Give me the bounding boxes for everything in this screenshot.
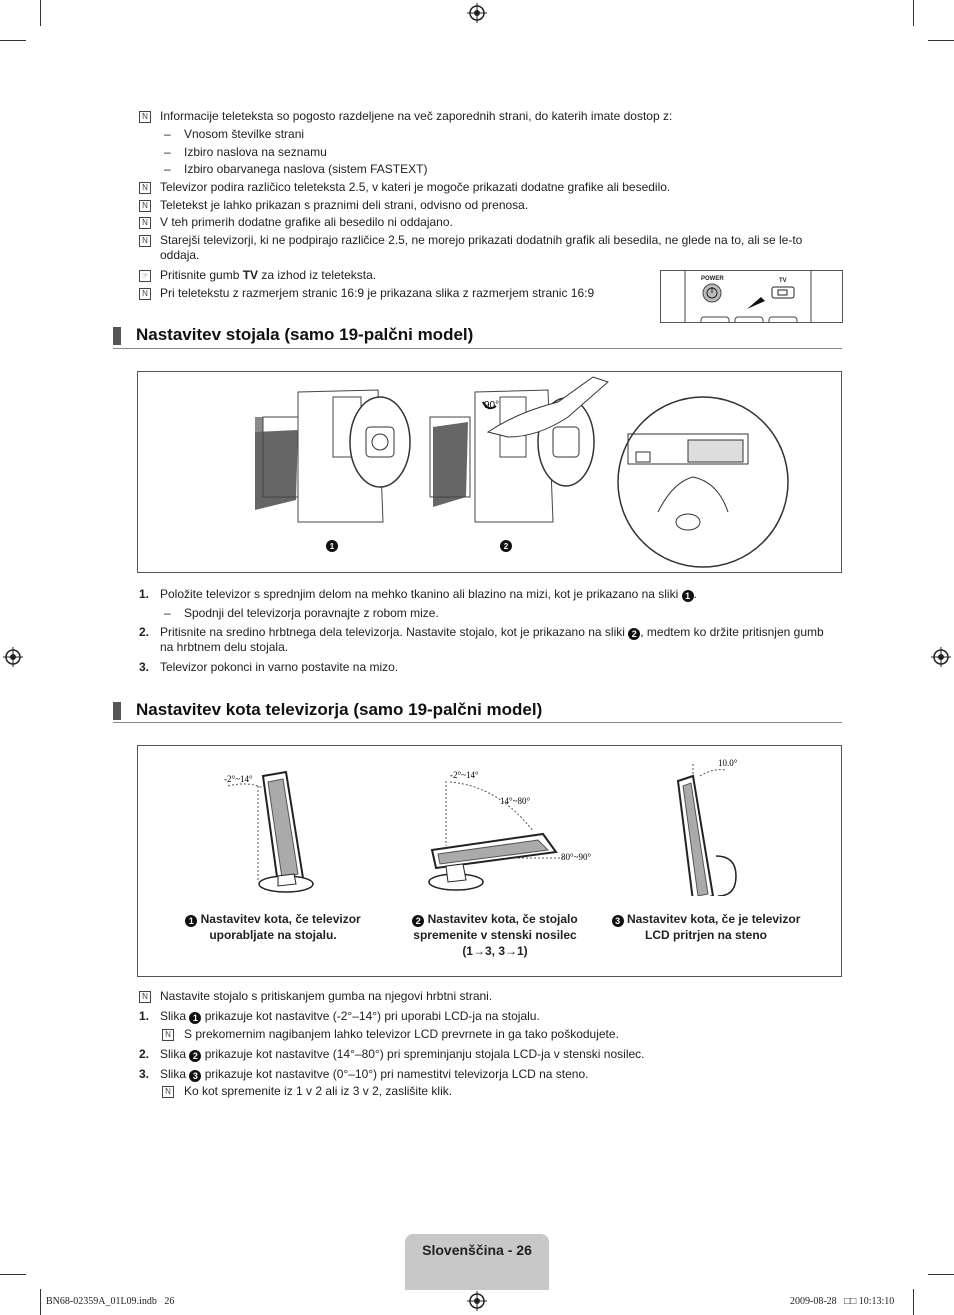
note-icon bbox=[139, 991, 151, 1003]
fig2-cap-line3: (1→3, 3→1) bbox=[462, 944, 528, 958]
section1-title: Nastavitev stojala (samo 19-palčni model) bbox=[136, 325, 474, 344]
teletext-sub-1: Vnosom številke strani bbox=[184, 127, 305, 141]
press-post: za izhod iz teleteksta. bbox=[258, 268, 377, 282]
item-3-subnote: Ko kot spremenite iz 1 v 2 ali iz 3 v 2, zaslišite klik. bbox=[184, 1084, 453, 1098]
angle-note: Nastavite stojalo s pritiskanjem gumba na njegovi hrbtni strani. bbox=[160, 989, 493, 1003]
item-number: 2. bbox=[139, 1047, 150, 1061]
fig2-cap-line2: spremenite v stenski nosilec bbox=[413, 928, 577, 942]
registration-mark-left bbox=[3, 647, 23, 667]
press-pre: Pritisnite gumb bbox=[160, 268, 243, 282]
registration-mark-bottom bbox=[467, 1291, 487, 1311]
item-3-text bbox=[160, 1067, 588, 1082]
fig1-angle-label: -2°~14° bbox=[224, 774, 253, 784]
note-icon bbox=[139, 182, 151, 194]
step-2-after: , medtem ko držite pritisnjen gumb bbox=[640, 625, 824, 639]
fig-ref-2: 2 bbox=[628, 628, 640, 640]
step-1-sub: Spodnji del televizorja poravnajte z robom mize. bbox=[184, 606, 439, 620]
step-2-line2: na hrbtnem delu stojala. bbox=[160, 640, 289, 654]
section-bar bbox=[113, 327, 121, 345]
teletext-note-4-cont: oddaja. bbox=[160, 248, 200, 262]
footer-file: BN68-02359A_01L09.indb 26 bbox=[46, 1296, 175, 1307]
fig2-angle-a: -2°~14° bbox=[450, 770, 479, 780]
fig1-num: 1 bbox=[185, 915, 197, 927]
fig2-angle-b: 14°~80° bbox=[500, 796, 531, 806]
press-bold: TV bbox=[242, 268, 259, 282]
item-number: 1. bbox=[139, 1009, 150, 1023]
item-3-ref: 3 bbox=[189, 1070, 201, 1082]
fig-label-1: 1 bbox=[329, 542, 335, 551]
step-2-text bbox=[160, 625, 824, 640]
note-icon bbox=[139, 235, 151, 247]
stand-figure bbox=[138, 372, 841, 572]
tv-label: TV bbox=[779, 278, 787, 284]
item-3-pre: Slika bbox=[160, 1067, 187, 1081]
hand-pointer-icon bbox=[139, 270, 151, 282]
angle-90-label: 90° bbox=[484, 400, 500, 411]
section-divider bbox=[113, 348, 842, 349]
teletext-note-4: Starejši televizorji, ki ne podpirajo različice 2.5, ne morejo prikazati dodatnih grafik ali besedila, ne glede na to, ali se le-to bbox=[160, 233, 803, 247]
section-bar bbox=[113, 702, 121, 720]
fig3-cap-line2: LCD pritrjen na steno bbox=[644, 928, 767, 942]
note-icon bbox=[162, 1086, 174, 1098]
angle-figures bbox=[138, 746, 841, 896]
item-2-pre: Slika bbox=[160, 1047, 187, 1061]
teletext-note-1: Televizor podira različico teleteksta 2.5, v kateri je mogoče prikazati dodatne grafike ali besedilo. bbox=[160, 180, 671, 194]
angle-figure-box bbox=[137, 745, 842, 977]
fig-label-2: 2 bbox=[503, 542, 509, 551]
note-icon bbox=[139, 217, 151, 229]
dash: – bbox=[164, 606, 171, 620]
note-icon bbox=[162, 1029, 174, 1041]
fig2-cap-line1: Nastavitev kota, če stojalo bbox=[427, 912, 578, 926]
fig3-angle-label: 10.0° bbox=[718, 758, 738, 768]
step-1-text bbox=[160, 587, 697, 602]
footer-date: 2009-08-28 □□ 10:13:10 bbox=[790, 1296, 895, 1307]
item-1-main: prikazuje kot nastavitve (-2°–14°) pri uporabi LCD-ja na stojalu. bbox=[204, 1009, 540, 1023]
dash: – bbox=[164, 162, 171, 176]
item-1-text bbox=[160, 1009, 540, 1024]
aspect-note: Pri teletekstu z razmerjem stranic 16:9 je prikazana slika z razmerjem stranic 16:9 bbox=[160, 286, 595, 300]
step-number: 1. bbox=[139, 587, 150, 601]
note-icon bbox=[139, 200, 151, 212]
fig1-cap-line1: Nastavitev kota, če televizor bbox=[200, 912, 361, 926]
step-2-main: Pritisnite na sredino hrbtnega dela televizorja. Nastavite stojalo, kot je prikazano na sliki bbox=[160, 625, 625, 639]
registration-mark-top bbox=[467, 3, 487, 23]
teletext-sub-2: Izbiro naslova na seznamu bbox=[184, 145, 327, 159]
teletext-note-2: Teletekst je lahko prikazan s praznimi deli strani, odvisno od prenosa. bbox=[160, 198, 529, 212]
fig3-caption bbox=[606, 911, 806, 943]
item-1-ref: 1 bbox=[189, 1012, 201, 1024]
step-3-text: Televizor pokonci in varno postavite na mizo. bbox=[160, 660, 399, 674]
dash: – bbox=[164, 127, 171, 141]
fig1-cap-line2: uporabljate na stojalu. bbox=[209, 928, 337, 942]
teletext-note-3: V teh primerih dodatne grafike ali besedilo ni oddajano. bbox=[160, 215, 453, 229]
power-label: POWER bbox=[701, 276, 724, 282]
fig2-num: 2 bbox=[412, 915, 424, 927]
teletext-sub-3: Izbiro obarvanega naslova (sistem FASTEXT) bbox=[184, 162, 428, 176]
note-icon bbox=[139, 111, 151, 123]
item-1-pre: Slika bbox=[160, 1009, 187, 1023]
remote-illustration bbox=[660, 270, 843, 323]
fig1-caption bbox=[178, 911, 368, 943]
note-icon bbox=[139, 288, 151, 300]
step-number: 3. bbox=[139, 660, 150, 674]
registration-mark-right bbox=[931, 647, 951, 667]
item-3-main: prikazuje kot nastavitve (0°–10°) pri namestitvi televizorja LCD na steno. bbox=[204, 1067, 589, 1081]
step-1-main: Položite televizor s sprednjim delom na mehko tkanino ali blazino na mizi, kot je prikazano na sliki bbox=[160, 587, 679, 601]
teletext-intro: Informacije teleteksta so pogosto razdeljene na več zaporednih strani, do katerih imate dostop z: bbox=[160, 109, 673, 123]
dash: – bbox=[164, 145, 171, 159]
item-2-text bbox=[160, 1047, 645, 1062]
section-divider bbox=[113, 722, 842, 723]
fig2-angle-c: 80°~90° bbox=[561, 852, 592, 862]
fig2-caption bbox=[400, 911, 590, 959]
press-tv-text bbox=[160, 268, 376, 283]
page-number: Slovenščina - 26 bbox=[422, 1242, 532, 1258]
item-1-subnote: S prekomernim nagibanjem lahko televizor LCD prevrnete in ga tako poškodujete. bbox=[184, 1027, 619, 1041]
item-number: 3. bbox=[139, 1067, 150, 1081]
fig3-num: 3 bbox=[612, 915, 624, 927]
step-1-after: . bbox=[693, 587, 697, 601]
stand-figure-box bbox=[137, 371, 842, 573]
fig3-cap-line1: Nastavitev kota, če je televizor bbox=[626, 912, 801, 926]
section2-title: Nastavitev kota televizorja (samo 19-palčni model) bbox=[136, 700, 543, 719]
step-number: 2. bbox=[139, 625, 150, 639]
item-2-ref: 2 bbox=[189, 1050, 201, 1062]
fig-ref-1: 1 bbox=[682, 590, 694, 602]
page-number-tab bbox=[405, 1234, 549, 1290]
item-2-main: prikazuje kot nastavitve (14°–80°) pri spreminjanju stojala LCD-ja v stenski nosilec. bbox=[204, 1047, 645, 1061]
